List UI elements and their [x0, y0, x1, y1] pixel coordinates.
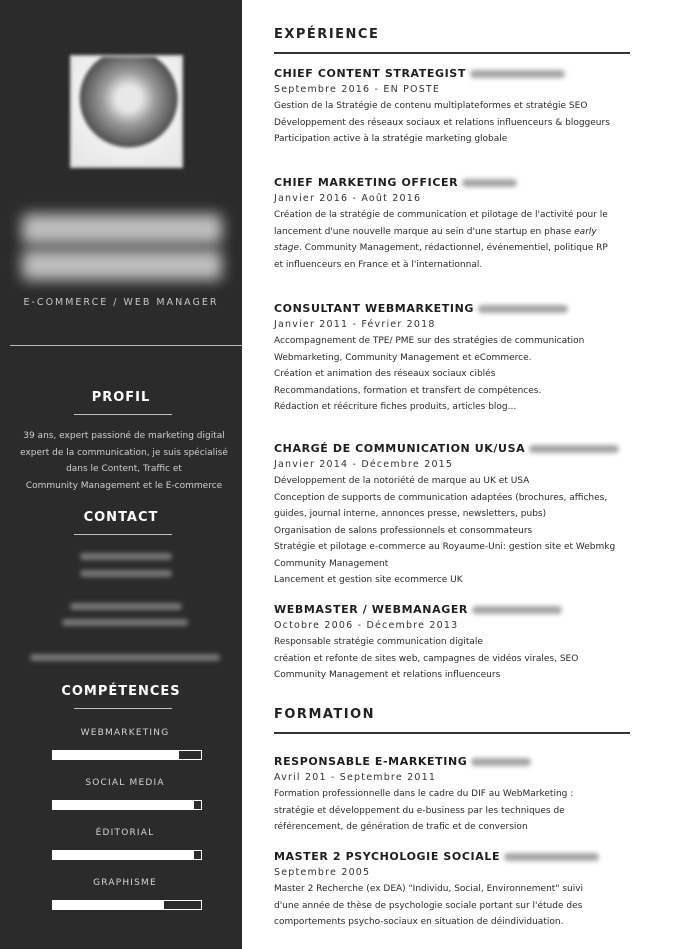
- experience-title: [274, 603, 674, 616]
- description-line: et influenceurs en France et à l'internationnal.: [274, 259, 483, 270]
- description-line: guides, journal interne, annonces presse, newsletters, pubs): [274, 509, 547, 519]
- experience-title: [274, 302, 674, 315]
- company-blurred: [478, 305, 568, 313]
- mobile-blurred: [80, 570, 172, 577]
- description-line: référencement, de génération de trafic et de conversion: [274, 822, 528, 832]
- profil-heading: PROFIL: [91, 390, 151, 405]
- description-line: Stratégie et pilotage e-commerce au Royaume-Uni: gestion site et Webmkg: [274, 542, 616, 552]
- profil-underline: [74, 414, 172, 415]
- experience-title-text: CHIEF CONTENT STRATEGIST: [274, 67, 466, 80]
- experience-item: [274, 302, 674, 416]
- experience-title-text: CONSULTANT WEBMARKETING: [274, 302, 475, 315]
- company-blurred: [462, 179, 517, 187]
- email-blurred: [30, 654, 220, 661]
- description-line: Lancement et gestion site ecommerce UK: [274, 575, 463, 585]
- candidate-surname-blurred: [22, 250, 222, 280]
- formation-item: [274, 755, 674, 836]
- skill-bar: [52, 900, 202, 910]
- description-line: Formation professionnelle dans le cadre du DIF au WebMarketing :: [274, 789, 574, 799]
- experience-date: Janvier 2011 - Février 2018: [274, 319, 436, 330]
- experience-title-text: CHARGÉ DE COMMUNICATION UK/USA: [274, 442, 526, 455]
- description-line: comportements psycho-sociaux en situation de déindividuation.: [274, 917, 564, 927]
- skill-fill: [53, 901, 164, 909]
- description-line: stratégie et développement du e-business par les techniques de: [274, 805, 565, 816]
- formation-description: [274, 881, 674, 931]
- job-title: E-COMMERCE / WEB MANAGER: [23, 297, 219, 308]
- description-line: Conception de supports de communication adaptées (brochures, affiches,: [274, 492, 608, 503]
- experience-title: [274, 442, 674, 455]
- contact-underline: [74, 534, 172, 535]
- profil-line: dans le Content, Traffic et: [66, 464, 182, 474]
- experience-item: [274, 176, 674, 273]
- competences-underline: [74, 708, 172, 709]
- description-line: lancement d'une nouvelle marque au sein d'une startup en phase early: [274, 226, 597, 237]
- experience-title-text: CHIEF MARKETING OFFICER: [274, 176, 459, 189]
- description-line: Rédaction et réécriture fiches produits, articles blog...: [274, 402, 517, 412]
- experience-date: Octobre 2006 - Décembre 2013: [274, 620, 459, 631]
- description-line: Webmarketing, Community Management et eCommerce.: [274, 352, 532, 363]
- description-line: Community Management et relations influenceurs: [274, 670, 501, 680]
- description-line: Organisation de salons professionnels et consommateurs: [274, 525, 533, 536]
- skill-fill: [53, 851, 194, 859]
- description-line: Création et animation des réseaux sociaux ciblés: [274, 369, 496, 379]
- formation-title-text: RESPONSABLE E-MARKETING: [274, 755, 468, 768]
- formation-title-text: MASTER 2 PSYCHOLOGIE SOCIALE: [274, 850, 501, 863]
- description-line: Gestion de la Stratégie de contenu multiplateformes et stratégie SEO: [274, 101, 588, 111]
- contact-heading: CONTACT: [83, 510, 159, 525]
- formation-date: Avril 201 - Septembre 2011: [274, 772, 437, 783]
- description-line: Développement de la notoriété de marque au UK et USA: [274, 476, 530, 486]
- skill-bar: [52, 800, 202, 810]
- formation-description: [274, 786, 674, 836]
- sidebar: [0, 0, 242, 949]
- company-blurred: [470, 70, 565, 78]
- description-line: Développement des réseaux sociaux et relations influenceurs & bloggeurs: [274, 117, 610, 128]
- profil-line: expert de la communication, je suis spécialisé: [20, 447, 228, 458]
- city-blurred: [62, 619, 188, 626]
- company-blurred: [472, 606, 562, 614]
- skill-label: WEBMARKETING: [80, 728, 170, 738]
- skill-fill: [53, 801, 194, 809]
- description-line: d'une année de thèse de psychologie sociale portant sur l'étude des: [274, 900, 583, 911]
- description-line: Participation active à la stratégie marketing globale: [274, 134, 508, 144]
- experience-title: [274, 176, 674, 189]
- experience-description: [274, 634, 674, 684]
- sidebar-divider: [10, 345, 242, 346]
- formation-item: [274, 850, 674, 931]
- skill-label: SOCIAL MEDIA: [85, 778, 165, 788]
- phone-blurred: [80, 553, 172, 560]
- experience-item: [274, 67, 674, 148]
- competences-heading: COMPÉTENCES: [61, 684, 181, 699]
- skill-bar: [52, 850, 202, 860]
- experience-description: [274, 98, 674, 148]
- experience-item: [274, 442, 674, 589]
- skill-fill: [53, 751, 179, 759]
- experience-heading: EXPÉRIENCE: [274, 27, 380, 42]
- experience-date: Septembre 2016 - EN POSTE: [274, 84, 441, 95]
- profile-photo: [70, 55, 183, 168]
- description-line: Community Management: [274, 558, 389, 569]
- description-line: Master 2 Recherche (ex DEA) "Individu, Social, Environnement" suivi: [274, 884, 584, 894]
- experience-description: [274, 333, 674, 416]
- profil-text: [6, 428, 242, 494]
- description-line: Accompagnement de TPE/ PME sur des stratégies de communication: [274, 336, 585, 346]
- main-content: [242, 0, 676, 949]
- description-line: création et refonte de sites web, campagnes de vidéos virales, SEO: [274, 653, 579, 664]
- experience-title-text: WEBMASTER / WEBMANAGER: [274, 603, 469, 616]
- profil-line: Community Management et le E-commerce: [25, 480, 223, 491]
- skill-bar: [52, 750, 202, 760]
- skill-label: GRAPHISME: [93, 878, 157, 888]
- school-blurred: [504, 853, 599, 861]
- profil-line: 39 ans, expert passioné de marketing digital: [23, 431, 225, 441]
- experience-description: [274, 473, 674, 589]
- company-blurred: [529, 445, 619, 453]
- description-line: stage. Community Management, rédactionnel, événementiel, politique RP: [274, 243, 608, 253]
- skill-label: ÉDITORIAL: [95, 828, 155, 838]
- formation-title: [274, 850, 674, 863]
- formation-heading: FORMATION: [274, 707, 376, 722]
- experience-date: Janvier 2016 - Août 2016: [274, 193, 422, 204]
- school-blurred: [471, 758, 531, 766]
- experience-item: [274, 603, 674, 684]
- address-blurred: [70, 603, 182, 610]
- candidate-name-blurred: [22, 214, 222, 244]
- formation-title: [274, 755, 674, 768]
- experience-title: [274, 67, 674, 80]
- experience-description: [274, 207, 674, 273]
- description-line: Création de la stratégie de communication et pilotage de l'activité pour le: [274, 210, 608, 220]
- description-line: Responsable stratégie communication digitale: [274, 637, 483, 647]
- experience-rule: [274, 52, 630, 54]
- experience-date: Janvier 2014 - Décembre 2015: [274, 459, 454, 470]
- description-line: Recommandations, formation et transfert de compétences.: [274, 385, 542, 396]
- formation-date: Septembre 2005: [274, 867, 371, 878]
- formation-rule: [274, 732, 630, 734]
